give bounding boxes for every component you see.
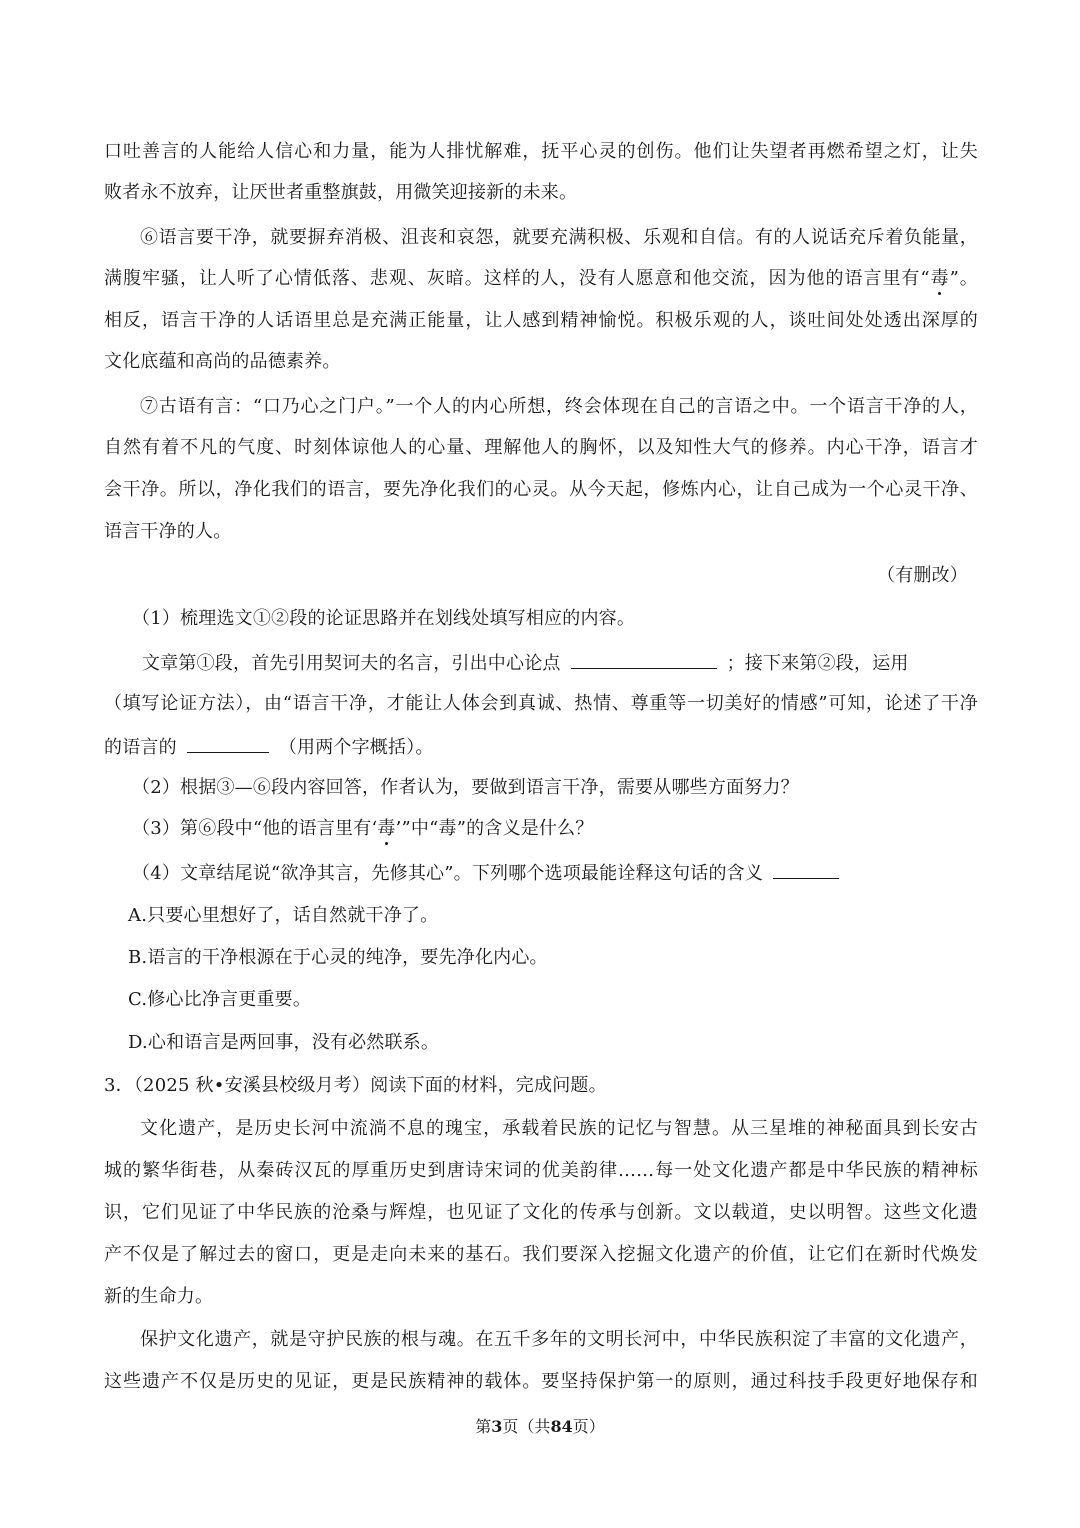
paragraph-line: 保护文化遗产，就是守护民族的根与魂。在五千多年的文明长河中，中华民族积淀了丰富的文化遗产，: [140, 1329, 978, 1350]
paragraph-line: 文化底蕴和高尚的品德素养。: [104, 351, 341, 372]
paragraph-line: 产不仅是了解过去的窗口，更是走向未来的基石。我们要深入挖掘文化遗产的价值，让它们在新时代焕发: [104, 1244, 978, 1265]
paragraph-line: [104, 265, 978, 293]
paragraph-line: 这些遗产不仅是历史的见证，更是民族精神的载体。要坚持保护第一的原则，通过科技手段更好地保存和: [104, 1371, 978, 1392]
answer-blank[interactable]: [187, 732, 269, 753]
option-d: D.心和语言是两回事，没有必然联系。: [128, 1032, 440, 1053]
text-span: （4）文章结尾说“欲净其言，先修其心”。下列哪个选项最能诠释这句话的含义: [132, 863, 764, 884]
text-span: ”。: [949, 268, 978, 289]
option-c: C.修心比净言更重要。: [128, 989, 312, 1010]
paragraph-line: ⑥语言要干净，就要摒弃消极、沮丧和哀怨，就要充满积极、乐观和自信。有的人说话充斥着负能量，: [140, 227, 978, 248]
footer-text: 第: [475, 1417, 492, 1436]
page-number: 3: [491, 1417, 503, 1436]
question-1-line-1: [142, 648, 909, 678]
paragraph-line: 新的生命力。: [104, 1286, 214, 1307]
text-span: ’”中“毒”的含义是什么？: [395, 818, 594, 839]
text-span: ；接下来第②段，运用: [726, 653, 909, 674]
text-span: （用两个字概括）。: [278, 737, 434, 758]
question-4: [132, 858, 849, 888]
option-a: A.只要心里想好了，话自然就干净了。: [128, 905, 439, 926]
paragraph-line: 会干净。所以，净化我们的语言，要先净化我们的心灵。从今天起，修炼内心，让自己成为一个心灵干净、: [104, 479, 978, 500]
text-span: （3）第⑥段中“他的语言里有‘: [132, 818, 378, 839]
source-note: （有删改）: [877, 565, 968, 586]
footer-text: 页）: [572, 1417, 605, 1436]
paragraph-line: 城的繁华街巷，从秦砖汉瓦的厚重历史到唐诗宋词的优美韵律……每一处文化遗产都是中华民族的精神标: [104, 1160, 978, 1181]
paragraph-line: 识，它们见证了中华民族的沧桑与辉煌，也见证了文化的传承与创新。文以载道，史以明智。这些文化遗: [104, 1202, 978, 1223]
paragraph-line: 口吐善言的人能给人信心和力量，能为人排忧解难，抚平心灵的创伤。他们让失望者再燃希望之灯，让失: [104, 141, 978, 162]
emphasis-dot-char: 毒: [929, 268, 950, 289]
paragraph-line: 语言干净的人。: [104, 521, 232, 542]
question-heading-3: 3．（2025 秋•安溪县校级月考）阅读下面的材料，完成问题。: [104, 1075, 607, 1096]
total-pages: 84: [550, 1417, 573, 1436]
option-b: B.语言的干净根源在于心灵的纯净，要先净化内心。: [128, 947, 548, 968]
footer-text: 页（共: [502, 1417, 551, 1436]
paragraph-line: 自然有着不凡的气度、时刻体谅他人的心量、理解他人的胸怀，以及知性大气的修养。内心干净，语言才: [104, 437, 978, 458]
paragraph-line: 文化遗产，是历史长河中流淌不息的瑰宝，承载着民族的记忆与智慧。从三星堆的神秘面具到长安古: [140, 1118, 978, 1139]
text-span: 满腹牢骚，让人听了心情低落、悲观、灰暗。这样的人，没有人愿意和他交流，因为他的语言里有“: [104, 268, 930, 289]
answer-blank[interactable]: [773, 858, 839, 879]
paragraph-line: 败者永不放弃，让厌世者重整旗鼓，用微笑迎接新的未来。: [104, 182, 578, 203]
question-1-line-2: （填写论证方法），由“语言干净，才能让人体会到真诚、热情、尊重等一切美好的情感”可知，论述了干净: [104, 693, 978, 714]
emphasis-dot-char: 毒: [377, 818, 396, 839]
paragraph-line: ⑦古语有言：“口乃心之门户。”一个人的内心所想，终会体现在自己的言语之中。一个语言干净的人，: [140, 396, 978, 417]
question-1: （1）梳理选文①②段的论证思路并在划线处填写相应的内容。: [132, 608, 636, 629]
answer-blank[interactable]: [571, 648, 717, 669]
question-3: [132, 815, 594, 843]
question-2: （2）根据③—⑥段内容回答，作者认为，要做到语言干净，需要从哪些方面努力？: [132, 777, 799, 798]
question-1-line-3: [104, 732, 434, 762]
page-footer: [0, 1414, 1080, 1440]
text-span: 的语言的: [104, 737, 177, 758]
paragraph-line: 相反，语言干净的人话语里总是充满正能量，让人感到精神愉悦。积极乐观的人，谈吐间处处透出深厚的: [104, 310, 978, 331]
text-span: 文章第①段，首先引用契诃夫的名言，引出中心论点: [142, 653, 561, 674]
